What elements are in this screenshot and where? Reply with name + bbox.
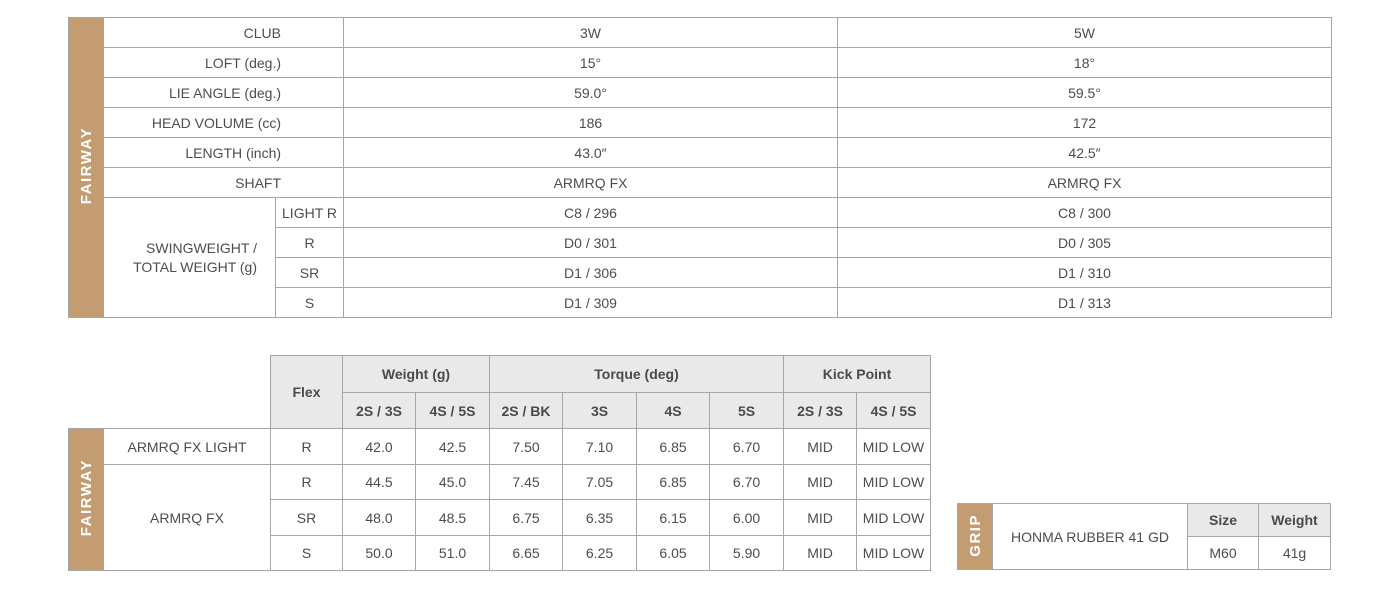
subcol-header-torque-3s: 3S <box>563 393 637 429</box>
swingweight-light-r-5w: C8 / 300 <box>838 198 1332 228</box>
grip-name: HONMA RUBBER 41 GD <box>993 504 1188 570</box>
row-label-length: LENGTH (inch) <box>104 138 344 168</box>
subcol-header-kick-4s5s: 4S / 5S <box>857 393 931 429</box>
subcol-header-torque-4s: 4S <box>637 393 710 429</box>
subcol-header-weight-2s3s: 2S / 3S <box>343 393 416 429</box>
data-cell: 6.00 <box>710 500 784 536</box>
data-cell: 5.90 <box>710 536 784 571</box>
row-label-club: CLUB <box>104 18 344 48</box>
flex-cell: R <box>271 429 343 465</box>
grip-weight-value: 41g <box>1259 537 1331 570</box>
club-value-5w: 5W <box>838 18 1332 48</box>
shaft-name-armrq-fx-light: ARMRQ FX LIGHT <box>104 429 271 465</box>
data-cell: 42.0 <box>343 429 416 465</box>
flex-cell: SR <box>271 500 343 536</box>
swingweight-r-5w: D0 / 305 <box>838 228 1332 258</box>
data-cell: MID LOW <box>857 465 931 500</box>
flex-cell: S <box>271 536 343 571</box>
data-cell: MID <box>784 500 857 536</box>
data-cell: 6.25 <box>563 536 637 571</box>
head-volume-value-5w: 172 <box>838 108 1332 138</box>
lie-angle-value-5w: 59.5° <box>838 78 1332 108</box>
data-cell: 50.0 <box>343 536 416 571</box>
swingweight-label-line1: SWINGWEIGHT / <box>146 239 257 256</box>
header-spacer <box>69 393 271 429</box>
data-cell: MID LOW <box>857 429 931 465</box>
grip-size-header: Size <box>1188 504 1259 537</box>
club-value-3w: 3W <box>344 18 838 48</box>
lie-angle-value-3w: 59.0° <box>344 78 838 108</box>
length-value-5w: 42.5″ <box>838 138 1332 168</box>
swingweight-sr-3w: D1 / 306 <box>344 258 838 288</box>
data-cell: 6.75 <box>490 500 563 536</box>
swingweight-flex-light-r: LIGHT R <box>276 198 344 228</box>
data-cell: 6.15 <box>637 500 710 536</box>
swingweight-light-r-3w: C8 / 296 <box>344 198 838 228</box>
data-cell: 6.35 <box>563 500 637 536</box>
data-cell: MID LOW <box>857 536 931 571</box>
swingweight-flex-s: S <box>276 288 344 318</box>
data-cell: MID LOW <box>857 500 931 536</box>
data-cell: 7.50 <box>490 429 563 465</box>
torque-group-header: Torque (deg) <box>490 356 784 393</box>
subcol-header-torque-2sbk: 2S / BK <box>490 393 563 429</box>
swingweight-label-line2: TOTAL WEIGHT (g) <box>133 258 257 275</box>
fairway-shaft-spec-table <box>68 355 931 571</box>
grip-spec-table <box>957 503 1331 570</box>
data-cell: 48.0 <box>343 500 416 536</box>
header-spacer <box>69 356 271 393</box>
shaft-name-armrq-fx: ARMRQ FX <box>104 465 271 571</box>
flex-cell: R <box>271 465 343 500</box>
data-cell: MID <box>784 536 857 571</box>
kick-point-group-header: Kick Point <box>784 356 931 393</box>
data-cell: 6.65 <box>490 536 563 571</box>
length-value-3w: 43.0″ <box>344 138 838 168</box>
data-cell: 44.5 <box>343 465 416 500</box>
row-label-loft: LOFT (deg.) <box>104 48 344 78</box>
swingweight-flex-sr: SR <box>276 258 344 288</box>
loft-value-3w: 15° <box>344 48 838 78</box>
fairway-section-bar <box>69 18 104 318</box>
row-label-shaft: SHAFT <box>104 168 344 198</box>
data-cell: 6.05 <box>637 536 710 571</box>
shaft-value-3w: ARMRQ FX <box>344 168 838 198</box>
data-cell: 6.70 <box>710 465 784 500</box>
loft-value-5w: 18° <box>838 48 1332 78</box>
swingweight-flex-r: R <box>276 228 344 258</box>
data-cell: MID <box>784 429 857 465</box>
data-cell: MID <box>784 465 857 500</box>
swingweight-sr-5w: D1 / 310 <box>838 258 1332 288</box>
swingweight-s-3w: D1 / 309 <box>344 288 838 318</box>
row-label-head-volume: HEAD VOLUME (cc) <box>104 108 344 138</box>
grip-section-bar <box>958 504 993 570</box>
data-cell: 42.5 <box>416 429 490 465</box>
shaft-value-5w: ARMRQ FX <box>838 168 1332 198</box>
grip-section-label: GRIP <box>966 513 984 557</box>
weight-group-header: Weight (g) <box>343 356 490 393</box>
subcol-header-torque-5s: 5S <box>710 393 784 429</box>
fairway-section-label: FAIRWAY <box>77 127 95 205</box>
swingweight-r-3w: D0 / 301 <box>344 228 838 258</box>
data-cell: 7.10 <box>563 429 637 465</box>
data-cell: 6.70 <box>710 429 784 465</box>
grip-size-value: M60 <box>1188 537 1259 570</box>
swingweight-s-5w: D1 / 313 <box>838 288 1332 318</box>
row-label-lie-angle: LIE ANGLE (deg.) <box>104 78 344 108</box>
row-label-swingweight <box>104 198 276 318</box>
data-cell: 48.5 <box>416 500 490 536</box>
data-cell: 7.45 <box>490 465 563 500</box>
head-volume-value-3w: 186 <box>344 108 838 138</box>
grip-weight-header: Weight <box>1259 504 1331 537</box>
data-cell: 6.85 <box>637 429 710 465</box>
fairway-section-label: FAIRWAY <box>77 459 95 537</box>
fairway-club-spec-table <box>68 17 1332 318</box>
data-cell: 7.05 <box>563 465 637 500</box>
flex-column-header: Flex <box>271 356 343 429</box>
subcol-header-kick-2s3s: 2S / 3S <box>784 393 857 429</box>
fairway-section-bar <box>69 429 104 571</box>
data-cell: 51.0 <box>416 536 490 571</box>
data-cell: 6.85 <box>637 465 710 500</box>
subcol-header-weight-4s5s: 4S / 5S <box>416 393 490 429</box>
data-cell: 45.0 <box>416 465 490 500</box>
